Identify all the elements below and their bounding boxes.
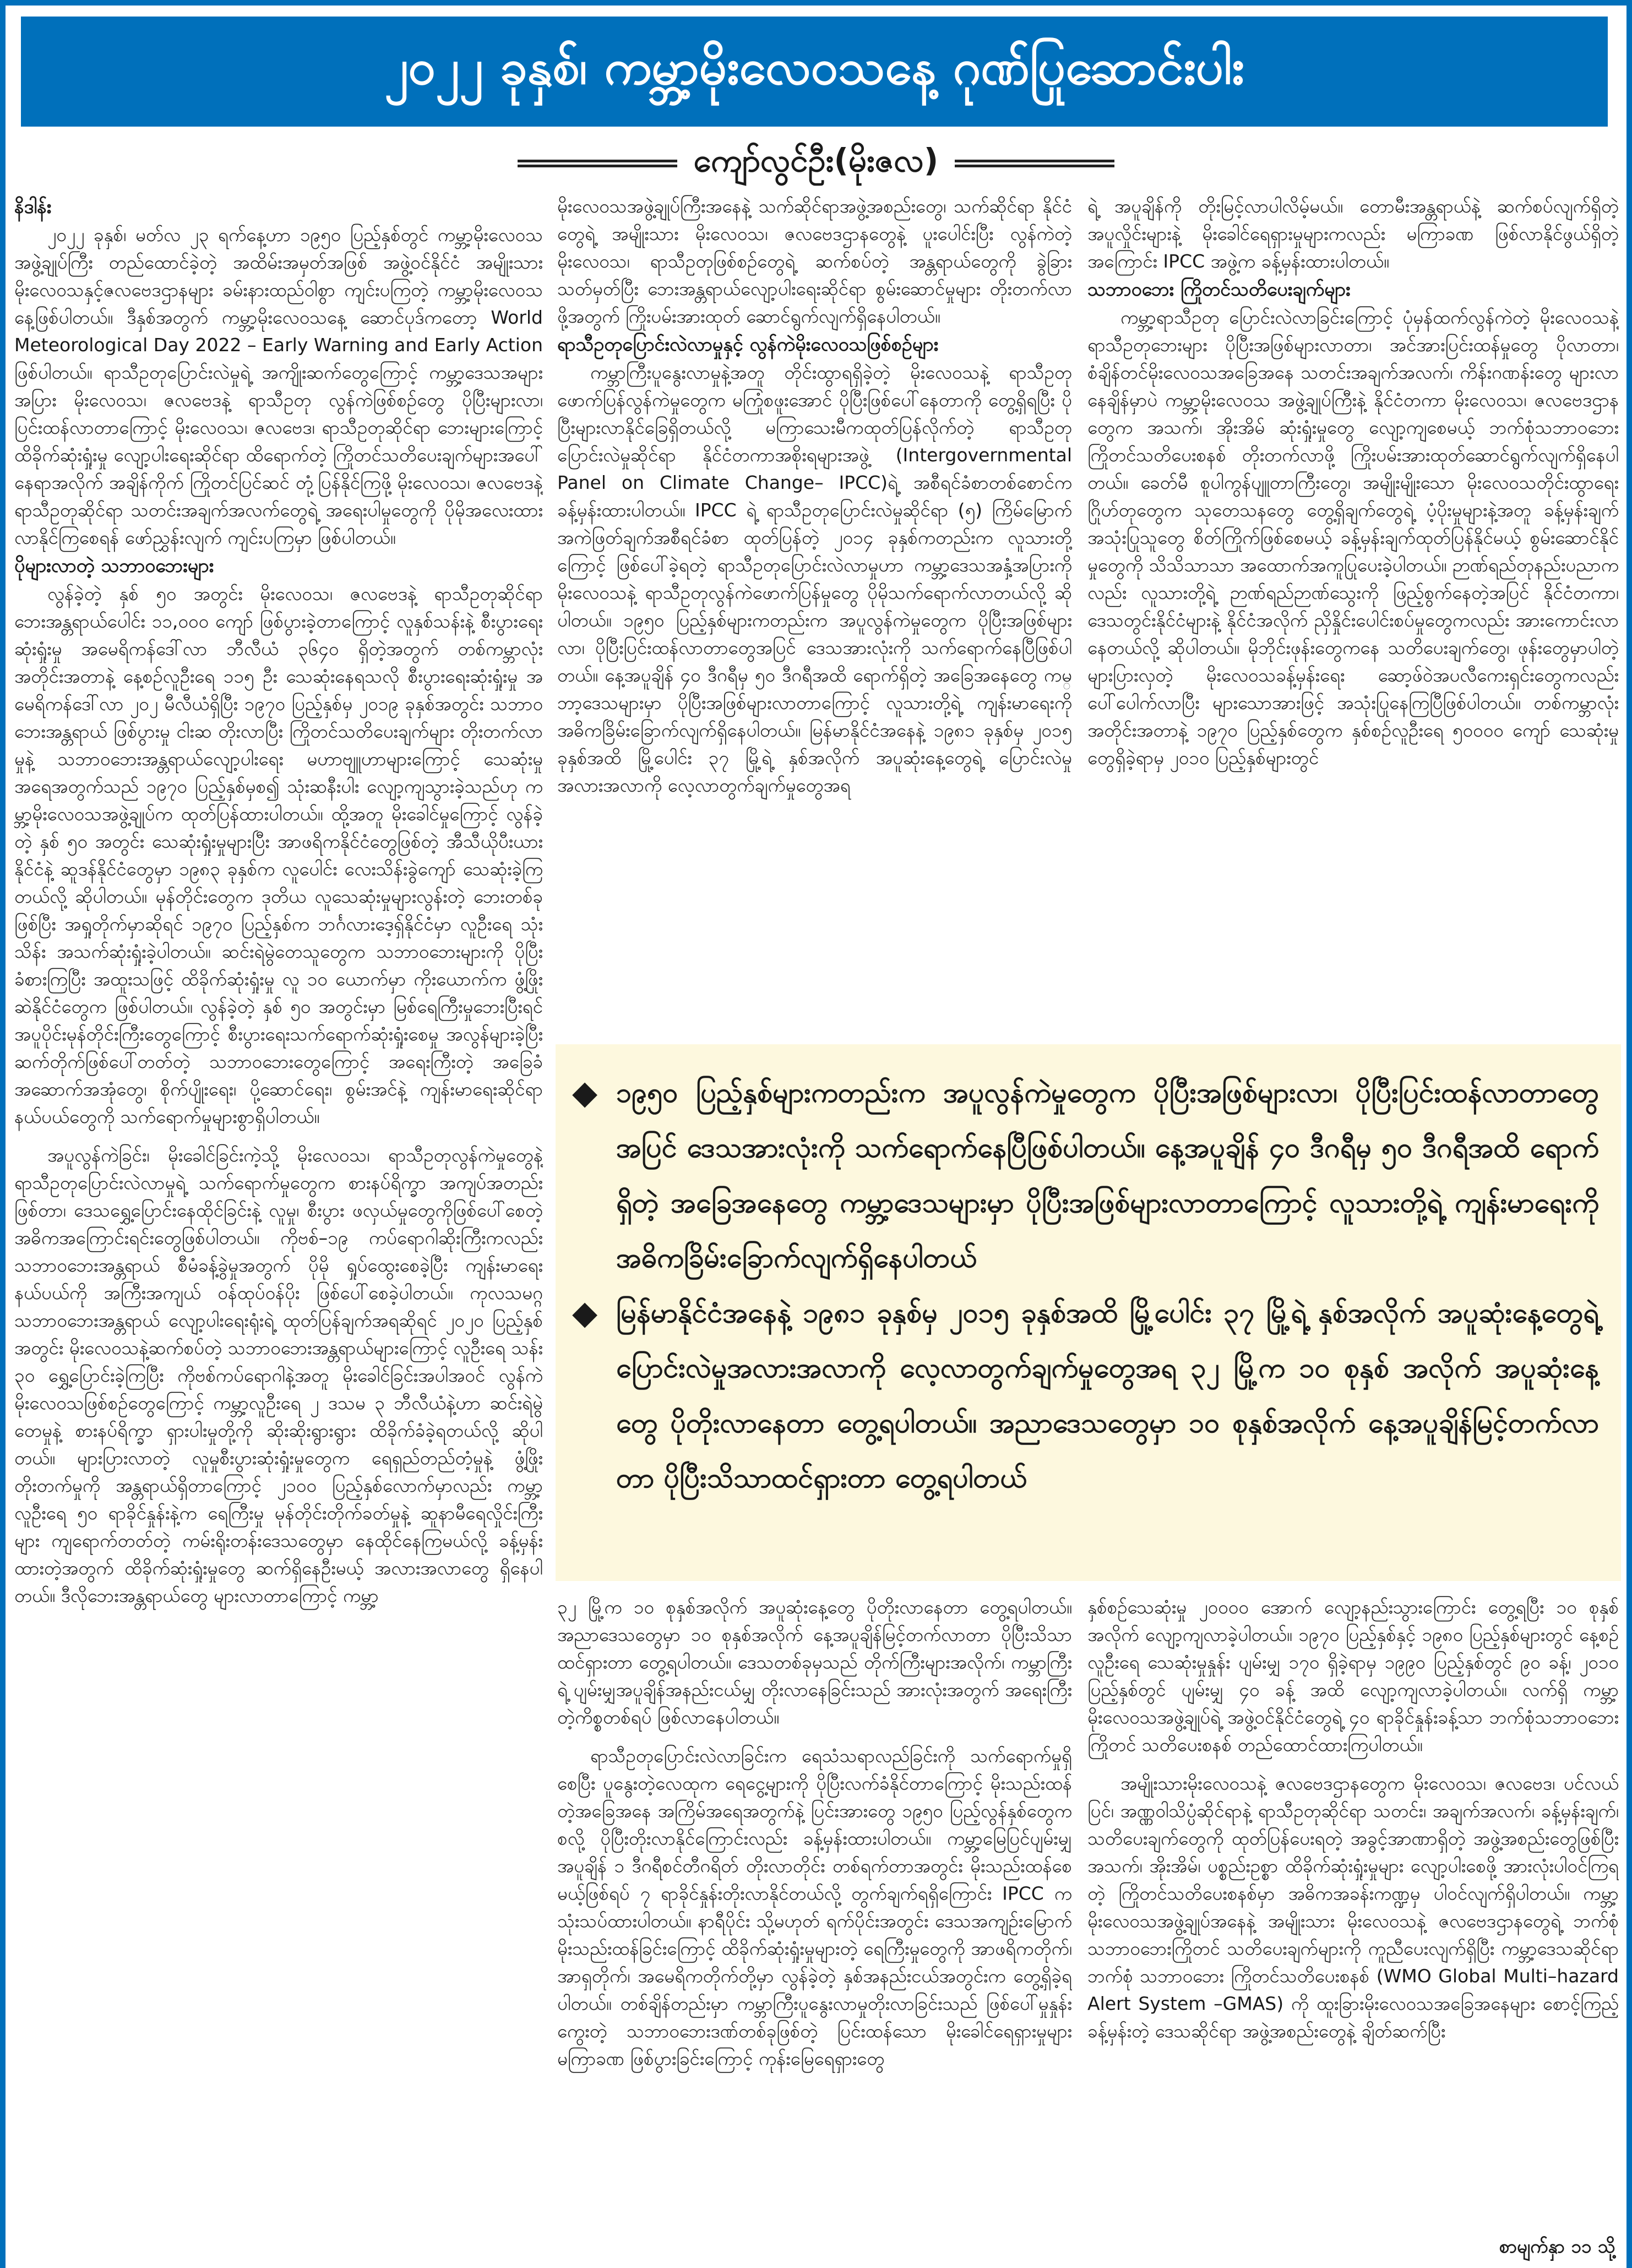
byline-rule-right bbox=[955, 160, 1114, 167]
diamond-bullet-icon: ◆ bbox=[572, 1073, 598, 1112]
highlight-bullet bbox=[572, 1285, 1599, 1506]
paragraph: လွန်ခဲ့တဲ့ နှစ် ၅၀ အတွင်း မိုးလေဝသ၊ ဇလဗေဒနဲ့ ရာသီဥတုဆိုင်ရာ ဘေးအန္တရာယ်ပေါင်း ၁၁,၀၀၀ ကျော် ဖြစ်ပွားခဲ့တာကြောင့် လူနှစ်သန်းနဲ့ စီးပွားရေးဆုံးရှုံးမှု အမေရိကန်ဒေါ်လာ ဘီလီယံ ၃၆၄၀ ရှိတဲ့အတွက် တစ်ကမ္ဘာလုံးအတိုင်းအတာနဲ့ နေ့စဉ်လူဦးရေ ၁၁၅ ဦး သေဆုံးနေရသလို စီးပွားရေးဆုံးရှုံးမှု အမေရိကန်ဒေါ်လာ ၂၀၂ မီလီယံရှိပြီး ၁၉၇၀ ပြည့်နှစ်မှ ၂၀၁၉ ခုနှစ်အတွင်း သဘာဝဘေးအန္တရာယ် ဖြစ်ပွားမှု ငါးဆ တိုးလာပြီး ကြိုတင်သတိပေးချက်များ တိုးတက်လာမှုနဲ့ သဘာဝဘေးအန္တရာယ်လျော့ပါးရေး မဟာဗျူဟာများကြောင့် သေဆုံးမှုအရေအတွက်သည် ၁၉၇၀ ပြည့်နှစ်မှစ၍ သုံးဆနီးပါး လျော့ကျသွားခဲ့သည်ဟု ကမ္ဘာ့မိုးလေဝသအဖွဲ့ချုပ်က ထုတ်ပြန်ထားပါတယ်။ ထို့အတူ မိုးခေါင်မှုကြောင့် လွန်ခဲ့တဲ့ နှစ် ၅၀ အတွင်း သေဆုံးရှုံးမှုများပြီး အာဖရိကနိုင်ငံတွေဖြစ်တဲ့ အီသီယိုပီးယားနိုင်ငံနဲ့ ဆူဒန်နိုင်ငံတွေမှာ ၁၉၈၃ ခုနှစ်က လူပေါင်း လေးသိန်းခွဲကျော် သေဆုံးခဲ့ကြတယ်လို့ ဆိုပါတယ်။ မုန်တိုင်းတွေက ဒုတိယ လူသေဆုံးမှုများလွန်းတဲ့ ဘေးတစ်ခုဖြစ်ပြီး အရှုတိုက်မှာဆိုရင် ၁၉၇၀ ပြည့်နှစ်က ဘင်္ဂလားဒေ့ရှ်နိုင်ငံမှာ လူဦးရေ သုံးသိန်း အသက်ဆုံးရှုံးခဲ့ပါတယ်။ ဆင်းရဲမွဲတေသူတွေက သဘာဝဘေးများကို ပိုပြီးခံစားကြပြီး အထူးသဖြင့် ထိခိုက်ဆုံးရှုံးမှု လူ ၁၀ ယောက်မှာ ကိုးယောက်က ဖွံ့ဖြိုးဆဲနိုင်ငံတွေက ဖြစ်ပါတယ်။ လွန်ခဲ့တဲ့ နှစ် ၅၀ အတွင်းမှာ မြစ်ရေကြီးမှုဘေးပြီးရင် အပူပိုင်းမုန်တိုင်းကြီးတွေကြောင့် စီးပွားရေးသက်ရောက်ဆုံးရှုံးစေမှု အလွန်များခဲ့ပြီး ဆက်တိုက်ဖြစ်ပေါ်တတ်တဲ့ သဘာဝဘေးတွေကြောင့် အရေးကြီးတဲ့ အခြေခံအဆောက်အအုံတွေ၊ စိုက်ပျိုးရေး၊ ပို့ဆောင်ရေး၊ စွမ်းအင်နဲ့ ကျန်းမာရေးဆိုင်ရာနယ်ပယ်တွေကို သက်ရောက်မှုများစွာရှိပါတယ်။ bbox=[14, 583, 543, 1127]
headline: ၂၀၂၂ ခုနှစ်၊ ကမ္ဘာ့မိုးလေဝသနေ့ ဂုဏ်ပြုဆောင်းပါး bbox=[384, 39, 1244, 95]
column-2-bottom bbox=[557, 1594, 1072, 2262]
paragraph: ကမ္ဘာကြီးပူနွေးလာမှုနဲ့အတူ တိုင်းထွာရရှိခဲ့တဲ့ မိုးလေဝသနဲ့ ရာသီဥတုဖောက်ပြန်လွန်ကဲမှုတွေက မကြုံစဖူးအောင် ပိုပြီးဖြစ်ပေါ်နေတာကို တွေ့ရှိရပြီး ပိုပြီးများလာနိုင်ခြေရှိတယ်လို့ မကြာသေးမီကထုတ်ပြန်လိုက်တဲ့ ရာသီဥတုပြောင်းလဲမှုဆိုင်ရာ နိုင်ငံတကာအစိုးရများအဖွဲ့ (Intergovernmental Panel on Climate Change– IPCC)ရဲ့ အစီရင်ခံစာတစ်စောင်က ခန့်မှန်းထားပါတယ်။ IPCC ရဲ့ ရာသီဥတုပြောင်းလဲမှုဆိုင်ရာ (၅) ကြိမ်မြောက် အကဲဖြတ်ချက်အစီရင်ခံစာ ထုတ်ပြန်တဲ့ ၂၀၁၄ ခုနှစ်ကတည်းက လူသားတို့ကြောင့် ဖြစ်ပေါ်ခဲ့ရတဲ့ ရာသီဥတုပြောင်းလဲလာမှုဟာ ကမ္ဘာ့ဒေသအနှံ့အပြားကို မိုးလေဝသနဲ့ ရာသီဥတုလွန်ကဲဖောက်ပြန်မှုတွေ ပိုမိုသက်ရောက်လာတယ်လို့ ဆိုပါတယ်။ ၁၉၅၀ ပြည့်နှစ်များကတည်းက အပူလွန်ကဲမှုတွေက ပိုပြီးအဖြစ်များလာ၊ ပိုပြီးပြင်းထန်လာတာတွေအပြင် ဒေသအားလုံးကို သက်ရောက်နေပြီဖြစ်ပါတယ်။ နေ့အပူချိန် ၄၀ ဒီဂရီမှ ၅၀ ဒီဂရီအထိ ရောက်ရှိတဲ့ အခြေအနေတွေ ကမ္ဘာ့ဒေသများမှာ ပိုပြီးအဖြစ်များလာတာကြောင့် လူသားတို့ရဲ့ ကျန်းမာရေးကို အဓိကခြိမ်းခြောက်လျက်ရှိနေပါတယ်။ မြန်မာနိုင်ငံအနေနဲ့ ၁၉၈၁ ခုနှစ်မှ ၂၀၁၅ ခုနှစ်အထိ မြို့ပေါင်း ၃၇ မြို့ရဲ့ နှစ်အလိုက် အပူဆုံးနေ့တွေရဲ့ ပြောင်းလဲမှုအလားအလာကို လေ့လာတွက်ချက်မှုတွေအရ bbox=[557, 362, 1072, 796]
continued-on-page: စာမျက်နှာ ၁၁ သို့ bbox=[1499, 2236, 1615, 2257]
byline bbox=[0, 139, 1632, 188]
column-3-top bbox=[1087, 193, 1619, 1029]
section-heading-early-warning: သဘာဝဘေး ကြိုတင်သတိပေးချက်များ bbox=[1087, 279, 1351, 301]
paragraph: နှစ်စဉ်သေဆုံးမှု ၂၀၀၀၀ အောက် လျော့နည်းသွားကြောင်း တွေ့ရပြီး ၁၀ စုနှစ်အလိုက် လျော့ကျလာခဲ့ပါတယ်။ ၁၉၇၀ ပြည့်နှစ်နှင့် ၁၉၈၀ ပြည့်နှစ်များတွင် နေ့စဉ်လူဦးရေ သေဆုံးမှုနှုန်း ပျမ်းမျှ ၁၇၀ ရှိခဲ့ရာမှ ၁၉၉၀ ပြည့်နှစ်တွင် ၉၀ ခန့်၊ ၂၀၁၀ ပြည့်နှစ်တွင် ပျမ်းမျှ ၄၀ ခန့် အထိ လျော့ကျလာခဲ့ပါတယ်။ လက်ရှိ ကမ္ဘာ့မိုးလေဝသအဖွဲ့ချုပ်ရဲ့ အဖွဲ့ဝင်နိုင်ငံတွေရဲ့ ၄၀ ရာခိုင်နှုန်းခန့်သာ ဘက်စုံသဘာဝဘေးကြိုတင် သတိပေးစနစ် တည်ထောင်ထားကြပါတယ်။ bbox=[1087, 1596, 1619, 1755]
highlight-text: ၁၉၅၀ ပြည့်နှစ်များကတည်းက အပူလွန်ကဲမှုတွေက ပိုပြီးအဖြစ်များလာ၊ ပိုပြီးပြင်းထန်လာတာတွေ အပြင် ဒေသအားလုံးကို သက်ရောက်နေပြီဖြစ်ပါတယ်။ နေ့အပူချိန် ၄၀ ဒီဂရီမှ ၅၀ ဒီဂရီအထိ ရောက်ရှိတဲ့ အခြေအနေတွေ ကမ္ဘာ့ဒေသများမှာ ပိုပြီးအဖြစ်များလာတာကြောင့် လူသားတို့ရဲ့ ကျန်းမာရေးကို အဓိကခြိမ်းခြောက်လျက်ရှိနေပါတယ် bbox=[616, 1077, 1599, 1274]
column-1 bbox=[14, 193, 543, 2262]
section-heading-disasters: ပိုများလာတဲ့ သဘာဝဘေးများ bbox=[14, 555, 214, 577]
highlight-box bbox=[556, 1044, 1621, 1581]
paragraph: ကမ္ဘာ့ရာသီဥတု ပြောင်းလဲလာခြင်းကြောင့် ပုံမှန်ထက်လွန်ကဲတဲ့ မိုးလေဝသနဲ့ ရာသီဥတုဘေးများ ပိုပြီးအဖြစ်များလာတာ၊ အင်အားပြင်းထန်မှုတွေ ပိုလာတာ၊ စံချိန်တင်မိုးလေဝသအခြေအနေ သတင်းအချက်အလက်၊ ကိန်းဂဏန်းတွေ များလာနေချိန်မှာပဲ ကမ္ဘာ့မိုးလေဝသ အဖွဲ့ချုပ်ကြီးနဲ့ နိုင်ငံတကာ မိုးလေဝသ၊ ဇလဗေဒဌာနတွေက အသက်၊ အိုးအိမ် ဆုံးရှုံးမှုတွေ လျော့ကျစေမယ့် ဘက်စုံသဘာဝဘေး ကြိုတင်သတိပေးစနစ် တိုးတက်လာဖို့ ကြိုးပမ်းအားထုတ်ဆောင်ရွက်လျက်ရှိနေပါတယ်။ ခေတ်မီ စူပါကွန်ပျူတာကြီးတွေ၊ အမျိုးမျိုးသော မိုးလေဝသတိုင်းထွာရေးဂြိုဟ်တုတွေက သုတေသနတွေ တွေ့ရှိချက်တွေရဲ့ ပံ့ပိုးမှုများနဲ့အတူ ခန့်မှန်းချက်အသုံးပြုသူတွေ စိတ်ကြိုက်ဖြစ်စေမယ့် ခန့်မှန်းချက်ထုတ်ပြန်နိုင်မယ့် စွမ်းဆောင်နိုင်မှုတွေကို သိသိသာသာ အထောက်အကူပြုပေးခဲ့ပါတယ်။ ဉာဏ်ရည်တုနည်းပညာကလည်း လူသားတို့ရဲ့ ဉာဏ်ရည်ဉာဏ်သွေးကို ဖြည့်စွက်နေတဲ့အပြင် နိုင်ငံတကာ၊ ဒေသတွင်းနိုင်ငံများနဲ့ နိုင်ငံအလိုက် ညှိနှိုင်းပေါင်းစပ်မှုတွေကလည်း အားကောင်းလာနေတယ်လို့ ဆိုပါတယ်။ မိုဘိုင်းဖုန်းတွေကနေ သတိပေးချက်တွေ၊ ဖုန်းတွေမှာပါတဲ့ များပြားလှတဲ့ မိုးလေဝသခန့်မှန်းရေး ဆော့ဖ်ဝဲအပလီကေးရှင်းတွေကလည်း ပေါ်ပေါက်လာပြီး များသောအားဖြင့် အသုံးပြုနေကြပြီဖြစ်ပါတယ်။ တစ်ကမ္ဘာလုံး အတိုင်းအတာနဲ့ ၁၉၇၀ ပြည့်နှစ်တွေက နှစ်စဉ်လူဦးရေ ၅၀၀၀၀ ကျော် သေဆုံးမှုတွေရှိခဲ့ရာမှ ၂၀၁၀ ပြည့်နှစ်များတွင် bbox=[1087, 307, 1619, 768]
byline-rule-left bbox=[518, 160, 677, 167]
headline-banner bbox=[21, 17, 1608, 127]
column-2-top bbox=[557, 193, 1072, 1029]
author-name: ကျော်လွင်ဦး(မိုးဇလ) bbox=[693, 141, 939, 179]
highlight-bullet bbox=[572, 1065, 1599, 1285]
paragraph: ရာသီဥတုပြောင်းလဲလာခြင်းက ရေသံသရာလည်ခြင်းကို သက်ရောက်မှုရှိစေပြီး ပူနွေးတဲ့လေထုက ရေငွေ့များကို ပိုပြီးလက်ခံနိုင်တာကြောင့် မိုးသည်းထန်တဲ့အခြေအနေ အကြိမ်အရေအတွက်နဲ့ ပြင်းအားတွေ ၁၉၅၀ ပြည့်လွန်နှစ်တွေကစလို့ ပိုပြီးတိုးလာနိုင်ကြောင်းလည်း ခန့်မှန်းထားပါတယ်။ ကမ္ဘာ့မြေပြင်ပျမ်းမျှအပူချိန် ၁ ဒီဂရီစင်တီဂရိတ် တိုးလာတိုင်း တစ်ရက်တာအတွင်း မိုးသည်းထန်စေမယ့်ဖြစ်ရပ် ၇ ရာခိုင်နှုန်းတိုးလာနိုင်တယ်လို့ တွက်ချက်ရရှိကြောင်း IPCC က သုံးသပ်ထားပါတယ်။ နာရီပိုင်း သို့မဟုတ် ရက်ပိုင်းအတွင်း ဒေသအကျဉ်းမြောက် မိုးသည်းထန်ခြင်းကြောင့် ထိခိုက်ဆုံးရှုံးမှုများတဲ့ ရေကြီးမှုတွေကို အာဖရိကတိုက်၊ အာရှတိုက်၊ အမေရိကတိုက်တို့မှာ လွန်ခဲ့တဲ့ နှစ်အနည်းငယ်အတွင်းက တွေ့ရှိခဲ့ရပါတယ်။ တစ်ချိန်တည်းမှာ ကမ္ဘာကြီးပူနွေးလာမှုတိုးလာခြင်းသည် ဖြစ်ပေါ်မှုနှုန်းကွေးတဲ့ သဘာဝဘေးဒဏ်တစ်ခုဖြစ်တဲ့ ပြင်းထန်သော မိုးခေါင်ရေရှားမှုများ မကြာခဏ ဖြစ်ပွားခြင်းကြောင့် ကုန်းမြေရေရှားတွေ bbox=[557, 1745, 1072, 2069]
diamond-bullet-icon: ◆ bbox=[572, 1294, 598, 1332]
section-heading-intro: နိဒါန်း bbox=[14, 196, 52, 218]
paragraph: မိုးလေဝသအဖွဲ့ချုပ်ကြီးအနေနဲ့ သက်ဆိုင်ရာအဖွဲ့အစည်းတွေ၊ သက်ဆိုင်ရာ နိုင်ငံတွေရဲ့ အမျိုးသား မိုးလေဝသ၊ ဇလဗေဒဌာနတွေနဲ့ ပူးပေါင်းပြီး လွန်ကဲတဲ့ မိုးလေဝသ၊ ရာသီဥတုဖြစ်စဉ်တွေရဲ့ ဆက်စပ်တဲ့ အန္တရာယ်တွေကို ခွဲခြားသတ်မှတ်ပြီး ဘေးအန္တရာယ်လျော့ပါးရေးဆိုင်ရာ စွမ်းဆောင်မှုများ တိုးတက်လာဖို့အတွက် ကြိုးပမ်းအားထုတ် ဆောင်ရွက်လျက်ရှိနေပါတယ်။ bbox=[557, 195, 1072, 327]
paragraph: ရဲ့ အပူချိန်ကို တိုးမြင့်လာပါလိမ့်မယ်။ တောမီးအန္တရာယ်နဲ့ ဆက်စပ်လျက်ရှိတဲ့ အပူလှိုင်းများနဲ့ မိုးခေါင်ရေရှားမှုများကလည်း မကြာခဏ ဖြစ်လာနိုင်ဖွယ်ရှိတဲ့အကြောင်း IPCC အဖွဲ့က ခန့်မှန်းထားပါတယ်။ bbox=[1087, 195, 1619, 272]
paragraph: ၃၂ မြို့က ၁၀ စုနှစ်အလိုက် အပူဆုံးနေ့တွေ ပိုတိုးလာနေတာ တွေ့ရပါတယ်။ အညာဒေသတွေမှာ ၁၀ စုနှစ်အလိုက် နေ့အပူချိန်မြင့်တက်လာတာ ပိုပြီးသိသာထင်ရှားတာ တွေ့ရပါတယ်။ ဒေသတစ်ခုမှသည် တိုက်ကြီးများအလိုက်၊ ကမ္ဘာကြီးရဲ့ ပျမ်းမျှအပူချိန်အနည်းငယ်မျှ တိုးလာနေခြင်းသည် အားလုံးအတွက် အရေးကြီးတဲ့ကိစ္စတစ်ရပ် ဖြစ်လာနေပါတယ်။ bbox=[557, 1596, 1072, 1728]
paragraph: အမျိုးသားမိုးလေဝသနဲ့ ဇလဗေဒဌာနတွေက မိုးလေဝသ၊ ဇလဗေဒ၊ ပင်လယ်ပြင်၊ အဏ္ဏဝါသိပ္ပံဆိုင်ရာနဲ့ ရာသီဥတုဆိုင်ရာ သတင်း၊ အချက်အလက်၊ ခန့်မှန်းချက်၊ သတိပေးချက်တွေကို ထုတ်ပြန်ပေးရတဲ့ အခွင့်အာဏာရှိတဲ့ အဖွဲ့အစည်းတွေဖြစ်ပြီး အသက်၊ အိုးအိမ်၊ ပစ္စည်းဥစ္စာ ထိခိုက်ဆုံးရှုံးမှုများ လျော့ပါးစေဖို့ အားလုံးပါဝင်ကြရတဲ့ ကြိုတင်သတိပေးစနစ်မှာ အဓိကအခန်းကဏ္ဍမှ ပါဝင်လျက်ရှိပါတယ်။ ကမ္ဘာ့မိုးလေဝသအဖွဲ့ချုပ်အနေနဲ့ အမျိုးသား မိုးလေဝသနဲ့ ဇလဗေဒဌာနတွေရဲ့ ဘက်စုံသဘာဝဘေးကြိုတင် သတိပေးချက်များကို ကူညီပေးလျက်ရှိပြီး ကမ္ဘာ့ဒေသဆိုင်ရာ ဘက်စုံ သဘာဝဘေး ကြိုတင်သတိပေးစနစ် (WMO Global Multi–hazard Alert System –GMAS) ကို ထူးခြားမိုးလေဝသအခြေအနေများ စောင့်ကြည့်ခန့်မှန်းတဲ့ ဒေသဆိုင်ရာ အဖွဲ့အစည်းတွေနဲ့ ချိတ်ဆက်ပြီး bbox=[1087, 1773, 1619, 2042]
highlight-text: မြန်မာနိုင်ငံအနေနဲ့ ၁၉၈၁ ခုနှစ်မှ ၂၀၁၅ ခုနှစ်အထိ မြို့ပေါင်း ၃၇ မြို့ရဲ့ နှစ်အလိုက် အပူဆုံးနေ့တွေရဲ့ ပြောင်းလဲမှုအလားအလာကို လေ့လာတွက်ချက်မှုတွေအရ ၃၂ မြို့က ၁၀ စုနှစ် အလိုက် အပူဆုံးနေ့တွေ ပိုတိုးလာနေတာ တွေ့ရပါတယ်။ အညာဒေသတွေမှာ ၁၀ စုနှစ်အလိုက် နေ့အပူချိန်မြင့်တက်လာတာ ပိုပြီးသိသာထင်ရှားတာ တွေ့ရပါတယ် bbox=[616, 1297, 1599, 1494]
section-heading-climate-change: ရာသီဥတုပြောင်းလဲလာမှုနှင့် လွန်ကဲမိုးလေဝသဖြစ်စဉ်များ bbox=[557, 334, 939, 356]
column-3-bottom bbox=[1087, 1594, 1619, 2232]
paragraph: အပူလွန်ကဲခြင်း၊ မိုးခေါင်ခြင်းကဲ့သို့ မိုးလေဝသ၊ ရာသီဥတုလွန်ကဲမှုတွေနဲ့ ရာသီဥတုပြောင်းလဲလာမှုရဲ့ သက်ရောက်မှုတွေက စားနပ်ရိက္ခာ အကျပ်အတည်းဖြစ်တာ၊ ဒေသရွှေ့ပြောင်းနေထိုင်ခြင်းနဲ့ လူမှု၊ စီးပွား ဖလှယ်မှုတွေကိုဖြစ်ပေါ်စေတဲ့ အဓိကအကြောင်းရင်းတွေဖြစ်ပါတယ်။ ကိုဗစ်–၁၉ ကပ်ရောဂါဆိုးကြီးကလည်း သဘာဝဘေးအန္တရာယ် စီမံခန့်ခွဲမှုအတွက် ပိုမို ရှုပ်ထွေးစေခဲ့ပြီး ကျန်းမာရေးနယ်ပယ်ကို အကြီးအကျယ် ဝန်ထုပ်ဝန်ပိုး ဖြစ်ပေါ်စေခဲ့ပါတယ်။ ကုလသမဂ္ဂ သဘာဝဘေးအန္တရာယ် လျော့ပါးရေးရုံးရဲ့ ထုတ်ပြန်ချက်အရဆိုရင် ၂၀၂၀ ပြည့်နှစ်အတွင်း မိုးလေဝသနဲ့ဆက်စပ်တဲ့ သဘာဝဘေးအန္တရာယ်များကြောင့် လူဦးရေ သန်း ၃၀ ရွှေ့ပြောင်းခဲ့ကြပြီး ကိုဗစ်ကပ်ရောဂါနဲ့အတူ မိုးခေါင်ခြင်းအပါအဝင် လွန်ကဲမိုးလေဝသဖြစ်စဉ်တွေကြောင့် ကမ္ဘာ့လူဦးရေ ၂ ဒသမ ၃ ဘီလီယံနဲ့ဟာ ဆင်းရဲမွဲတေမှုနဲ့ စားနပ်ရိက္ခာ ရှားပါးမှုတို့ကို ဆိုးဆိုးရွားရွား ထိခိုက်ခံခဲ့ရတယ်လို့ ဆိုပါတယ်။ များပြားလာတဲ့ လူမှုစီးပွားဆုံးရှုံးမှုတွေက ရေရှည်တည်တံ့မှုနဲ့ ဖွံ့ဖြိုးတိုးတက်မှုကို အန္တရာယ်ရှိတာကြောင့် ၂၁၀၀ ပြည့်နှစ်လောက်မှာလည်း ကမ္ဘာ့လူဦးရေ ၅၀ ရာခိုင်နှုန်းနဲ့က ရေကြီးမှု မုန်တိုင်းတိုက်ခတ်မှုနဲ့ ဆူနာမီရေလှိုင်းကြီးများ ကျရောက်တတ်တဲ့ ကမ်းရိုးတန်းဒေသတွေမှာ နေထိုင်နေကြမယ်လို့ ခန့်မှန်းထားတဲ့အတွက် ထိခိုက်ဆုံးရှုံးမှုတွေ ဆက်ရှိနေဦးမယ့် အလားအလာတွေ ရှိနေပါတယ်။ ဒီလိုဘေးအန္တရာယ်တွေ များလာတာကြောင့် ကမ္ဘာ့ bbox=[14, 1144, 543, 1606]
paragraph: ၂၀၂၂ ခုနှစ်၊ မတ်လ ၂၃ ရက်နေ့ဟာ ၁၉၅၀ ပြည့်နှစ်တွင် ကမ္ဘာ့မိုးလေဝသအဖွဲ့ချုပ်ကြီး တည်ထောင်ခဲ့တဲ့ အထိမ်းအမှတ်အဖြစ် အဖွဲ့ဝင်နိုင်ငံ အမျိုးသားမိုးလေဝသနှင့်ဇလဗေဒဌာနများ ခမ်းနားထည်ဝါစွာ ကျင်းပကြတဲ့ ကမ္ဘာ့မိုးလေဝသနေ့ဖြစ်ပါတယ်။ ဒီနှစ်အတွက် ကမ္ဘာ့မိုးလေဝသနေ့ ဆောင်ပုဒ်ကတော့ World Meteorological Day 2022 – Early Warning and Early Action ဖြစ်ပါတယ်။ ရာသီဥတုပြောင်းလဲမှုရဲ့ အကျိုးဆက်တွေကြောင့် ကမ္ဘာ့ဒေသအများအပြား မိုးလေဝသ၊ ဇလဗေဒနဲ့ ရာသီဥတု လွန်ကဲဖြစ်စဉ်တွေ ပိုပြီးများလာ၊ ပြင်းထန်လာတာကြောင့် မိုးလေဝသ၊ ဇလဗေဒ၊ ရာသီဥတုဆိုင်ရာ ဘေးများကြောင့် ထိခိုက်ဆုံးရှုံးမှု လျော့ပါးရေးဆိုင်ရာ ထိရောက်တဲ့ ကြိုတင်သတိပေးချက်များအပေါ် နေရာအလိုက် အချိန်ကိုက် ကြိုတင်ပြင်ဆင် တုံ့ပြန်နိုင်ကြဖို့ မိုးလေဝသ၊ ဇလဗေဒနဲ့ ရာသီဥတုဆိုင်ရာ သတင်းအချက်အလက်တွေရဲ့ အရေးပါမှုတွေကို ပိုမိုအလေးထားလာနိုင်ကြစေရန် ဖော်ညွှန်းလျက် ကျင်းပကြမှာ ဖြစ်ပါတယ်။ bbox=[14, 224, 543, 548]
